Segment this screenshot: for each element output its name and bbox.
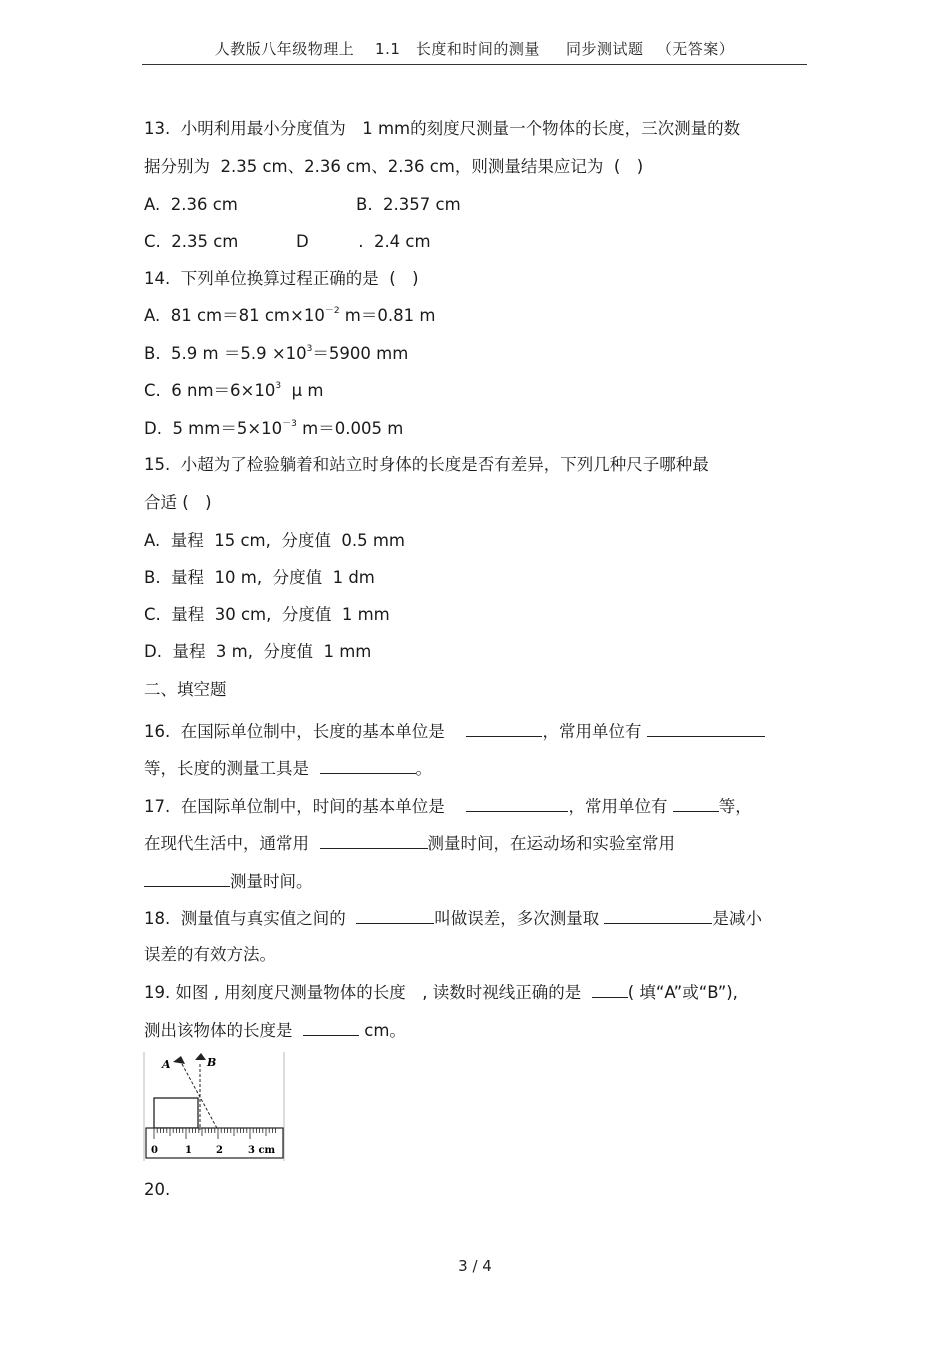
q14-a-exponent: －2 — [324, 306, 340, 316]
q17-text-f: 测量时间。 — [230, 872, 313, 891]
q14-option-d — [144, 418, 403, 443]
q17-text-e: 测量时间，在运动场和实验室常用 — [427, 834, 675, 853]
q13-option-b: B. 2.357 cm — [356, 195, 461, 214]
section-title-fill-in: 二、填空题 — [144, 680, 227, 699]
ruler-figure — [142, 1050, 287, 1163]
q13-option-d: D . 2.4 cm — [296, 232, 431, 251]
q16-text-c: 等，长度的测量工具是 — [144, 759, 320, 778]
q18-text-c: 是减小 — [712, 909, 762, 928]
q17-blank-base-unit — [466, 795, 568, 812]
eye-a-icon — [173, 1056, 185, 1064]
label-a: A — [162, 1058, 171, 1071]
q14-c-exponent: 3 — [275, 381, 282, 391]
q14-d-exponent: －3 — [282, 419, 297, 429]
q14-c-post: μ m — [281, 381, 324, 400]
q16-text-d: 。 — [415, 759, 432, 778]
q18-blank-average — [604, 907, 712, 924]
q18-text-b: 叫做误差，多次测量取 — [434, 909, 605, 928]
q17-text-c: 等， — [718, 797, 752, 816]
q16-blank-base-unit — [466, 720, 542, 737]
q14-a-post: m＝0.81 m — [339, 306, 436, 325]
tick-label-1: 1 — [185, 1145, 192, 1156]
q19-text-d: cm。 — [359, 1021, 406, 1040]
q14-a-pre: A. 81 cm＝81 cm×10 — [144, 306, 325, 325]
q16-text-a: 16. 在国际单位制中，长度的基本单位是 — [144, 722, 467, 741]
q14-b-pre: B. 5.9 m ＝5.9 ×10 — [144, 344, 307, 363]
q17-line1 — [144, 795, 752, 818]
tick-label-3: 3 cm — [248, 1145, 276, 1156]
q16-line2 — [144, 757, 432, 780]
q19-text-c: 测出该物体的长度是 — [144, 1021, 303, 1040]
q18-line1 — [144, 907, 762, 930]
q16-blank-tool — [320, 757, 416, 774]
q17-line3 — [144, 870, 313, 893]
q15-option-b: B. 量程 10 m, 分度值 1 dm — [144, 568, 375, 587]
q15-option-a: A. 量程 15 cm, 分度值 0.5 mm — [144, 531, 405, 550]
page-number: 3 / 4 — [458, 1257, 492, 1275]
q17-blank-daily-tool — [320, 832, 428, 849]
tick-label-2: 2 — [216, 1145, 223, 1156]
q15-stem-line1: 15. 小超为了检验躺着和站立时身体的长度是否有差异，下列几种尺子哪种最 — [144, 455, 709, 474]
q18-text-a: 18. 测量值与真实值之间的 — [144, 909, 357, 928]
q14-option-c — [144, 380, 323, 405]
tick-label-0: 0 — [151, 1145, 158, 1156]
q16-blank-common-units — [647, 720, 765, 737]
q14-d-pre: D. 5 mm＝5×10 — [144, 419, 283, 438]
q19-blank-length — [303, 1019, 359, 1036]
q14-b-post: ＝5900 mm — [312, 344, 409, 363]
header-rule — [142, 64, 807, 65]
q16-text-b: ，常用单位有 — [542, 722, 647, 741]
q17-text-d: 在现代生活中，通常用 — [144, 834, 320, 853]
q15-stem-line2: 合适 ( ) — [144, 493, 212, 512]
label-b: B — [207, 1056, 217, 1069]
q17-line2 — [144, 832, 675, 855]
q16-line1 — [144, 720, 765, 743]
q14-d-post: m＝0.005 m — [296, 419, 404, 438]
q14-c-pre: C. 6 nm＝6×10 — [144, 381, 276, 400]
q14-b-exponent: 3 — [306, 344, 313, 354]
q15-option-c: C. 量程 30 cm, 分度值 1 mm — [144, 605, 390, 624]
q19-line2 — [144, 1019, 406, 1042]
q17-text-b: ，常用单位有 — [568, 797, 673, 816]
q19-blank-sightline — [592, 981, 628, 998]
q17-blank-common-units — [673, 795, 719, 812]
q13-stem-line1: 13. 小明利用最小分度值为 1 mm的刻度尺测量一个物体的长度，三次测量的数 — [144, 119, 741, 138]
q20-label: 20. — [144, 1180, 171, 1199]
q18-line2: 误差的有效方法。 — [144, 945, 276, 964]
measured-object — [154, 1098, 198, 1128]
q17-text-a: 17. 在国际单位制中，时间的基本单位是 — [144, 797, 467, 816]
q15-option-d: D. 量程 3 m, 分度值 1 mm — [144, 642, 372, 661]
q13-option-a: A. 2.36 cm — [144, 195, 238, 214]
q13-option-c: C. 2.35 cm — [144, 232, 239, 251]
q19-text-b: ( 填“A”或“B”), — [627, 983, 738, 1002]
q19-line1 — [144, 981, 738, 1004]
q19-text-a: 19. 如图 , 用刻度尺测量物体的长度 , 读数时视线正确的是 — [144, 983, 592, 1002]
q14-option-b — [144, 343, 408, 368]
q13-stem-line2: 据分别为 2.35 cm、2.36 cm、2.36 cm，则测量结果应记为 ( ) — [144, 157, 644, 176]
q14-stem: 14. 下列单位换算过程正确的是 ( ) — [144, 269, 419, 288]
q17-blank-lab-tool — [144, 870, 230, 887]
page-header-title: 人教版八年级物理上 1.1 长度和时间的测量 同步测试题 （无答案） — [214, 40, 735, 58]
q18-blank-error — [356, 907, 434, 924]
eye-b-icon — [195, 1053, 206, 1060]
q14-option-a — [144, 305, 435, 330]
